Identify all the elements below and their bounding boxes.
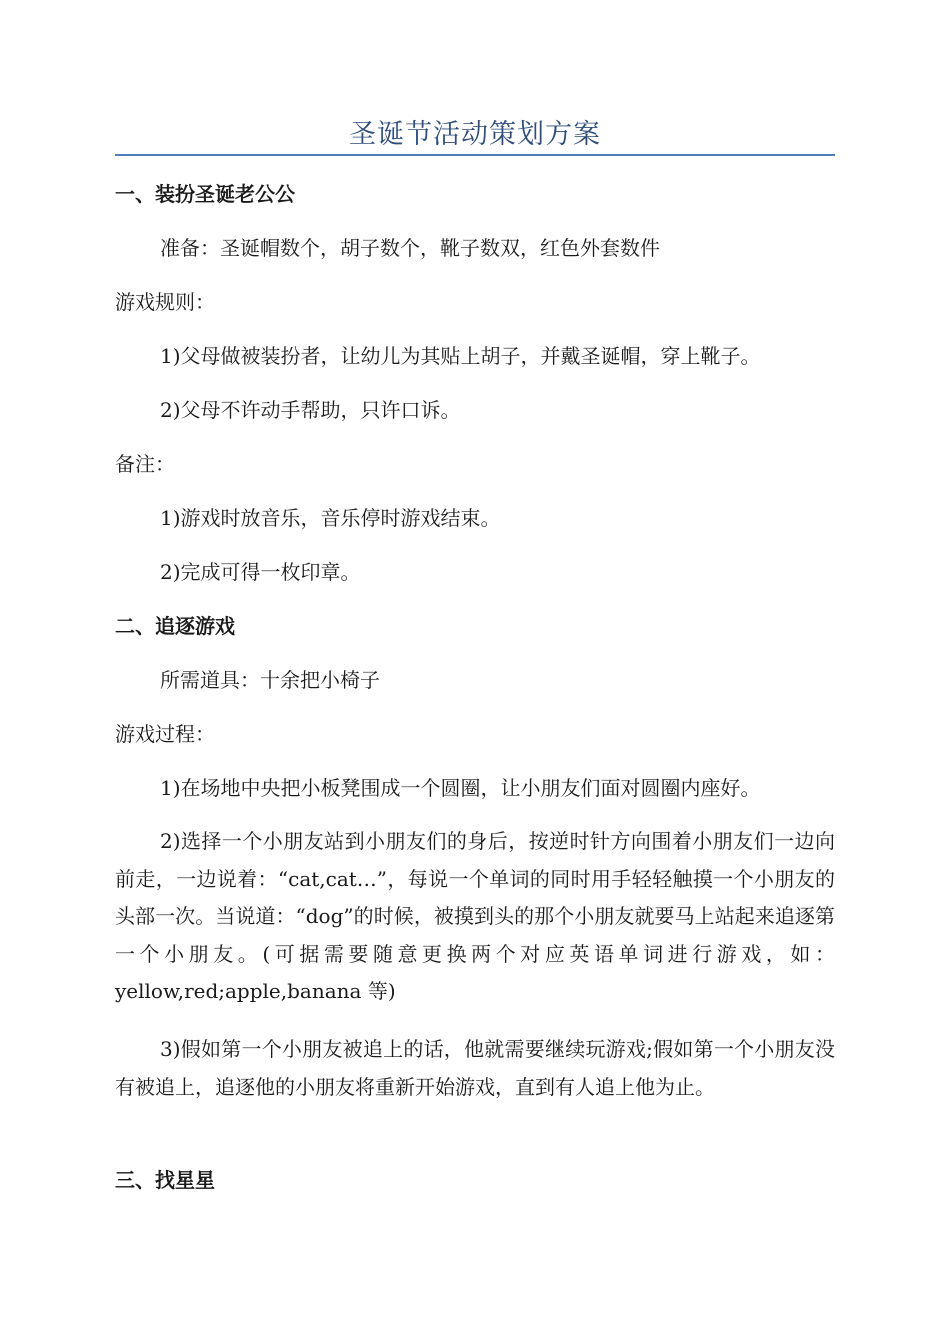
section-2-process-label: 游戏过程： <box>115 722 215 746</box>
section-2-step-1: 1)在场地中央把小板凳围成一个圆圈，让小朋友们面对圆圈内座好。 <box>160 776 761 800</box>
section-2-props: 所需道具：十余把小椅子 <box>160 668 380 692</box>
section-heading-3: 三、找星星 <box>115 1168 215 1192</box>
section-1-notes-label: 备注： <box>115 452 175 476</box>
section-1-note-1: 1)游戏时放音乐，音乐停时游戏结束。 <box>160 506 501 530</box>
section-1-note-2: 2)完成可得一枚印章。 <box>160 560 361 584</box>
section-1-prep: 准备：圣诞帽数个，胡子数个，靴子数双，红色外套数件 <box>160 236 660 260</box>
section-1-rule-2: 2)父母不许动手帮助，只许口诉。 <box>160 398 461 422</box>
section-heading-1: 一、装扮圣诞老公公 <box>115 182 295 206</box>
section-1-rule-1: 1)父母做被装扮者，让幼儿为其贴上胡子，并戴圣诞帽，穿上靴子。 <box>160 344 761 368</box>
section-heading-2: 二、追逐游戏 <box>115 614 235 638</box>
title-underline <box>115 154 835 156</box>
section-2-step-2: 2)选择一个小朋友站到小朋友们的身后，按逆时针方向围着小朋友们一边向前走，一边说着：“cat,cat…”，每说一个单词的同时用手轻轻触摸一个小朋友的头部一次。当说道：“dog”的时候，被摸到头的那个小朋友就要马上站起来追逐第一个小朋友。(可据需要随意更换两个对应英语单词进行游戏，如：yellow,red;apple,banana 等) <box>115 829 835 1003</box>
document-title: 圣诞节活动策划方案 <box>349 119 601 150</box>
section-1-rules-label: 游戏规则： <box>115 290 215 314</box>
section-2-step-3: 3)假如第一个小朋友被追上的话，他就需要继续玩游戏;假如第一个小朋友没有被追上，追逐他的小朋友将重新开始游戏，直到有人追上他为止。 <box>115 1037 835 1099</box>
